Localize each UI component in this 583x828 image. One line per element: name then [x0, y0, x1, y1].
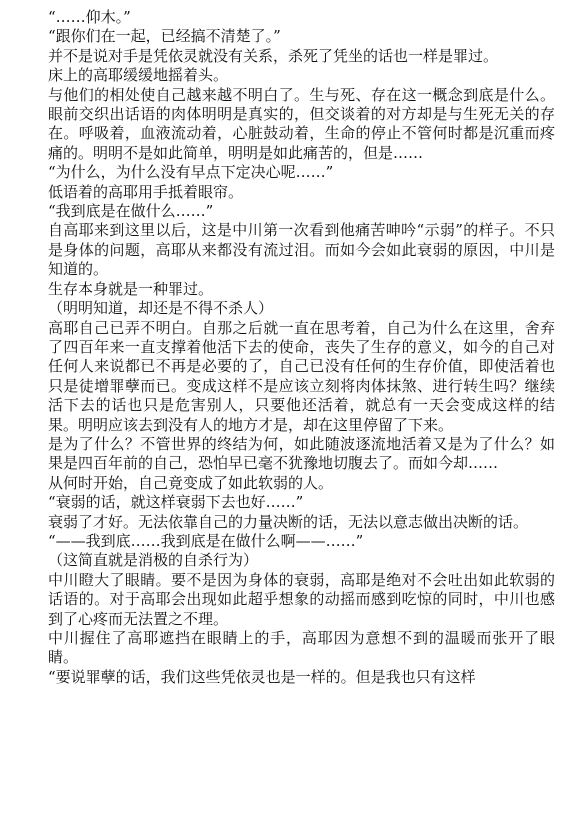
- paragraph: 高耶自己已弄不明白。自那之后就一直在思考着，自己为什么在这里，舍弃了四百年来一直支撑着他活下去的使命，丧失了生存的意义，如今的自己对任何人来说都已不再是必要的了，自己已没有任何的生存价值，即使活着也只是徒增罪孽而已。变成这样不是应该立刻将肉体抹煞、进行转生吗？继续活下去的话也只是危害别人，只要他还活着，就总有一天会变成这样的结果。明明应该去到没有人的地方才是，却在这里停留了下来。: [48, 318, 555, 434]
- paragraph: 中川瞪大了眼睛。要不是因为身体的衰弱，高耶是绝对不会吐出如此软弱的话语的。对于高耶会出现如此超乎想象的动摇而感到吃惊的同时，中川也感到了心疼而无法置之不理。: [48, 570, 555, 628]
- paragraph: 低语着的高耶用手抵着眼帘。: [48, 182, 244, 201]
- paragraph: 衰弱了才好。无法依靠自己的力量决断的话，无法以意志做出决断的话。: [48, 512, 529, 531]
- paragraph: “跟你们在一起，已经搞不清楚了。”: [48, 27, 281, 46]
- paragraph: 从何时开始，自己竟变成了如此软弱的人。: [48, 473, 334, 492]
- paragraph: （这简直就是消极的自杀行为）: [48, 551, 259, 570]
- paragraph: 中川握住了高耶遮挡在眼睛上的手，高耶因为意想不到的温暖而张开了眼睛。: [48, 629, 555, 667]
- paragraph: “……仰木。”: [48, 8, 131, 26]
- paragraph: “为什么，为什么没有早点下定决心呢……”: [48, 163, 334, 182]
- paragraph: “——我到底……我到底是在做什么啊——……”: [48, 531, 364, 550]
- paragraph: 是为了什么？不管世界的终结为何，如此随波逐流地活着又是为了什么？如果是四百年前的自己，恐怕早已毫不犹豫地切腹去了。而如今却……: [48, 434, 555, 473]
- paragraph: 并不是说对手是凭依灵就没有关系，杀死了凭坐的话也一样是罪过。: [48, 46, 499, 65]
- paragraph: 自高耶来到这里以后，这是中川第一次看到他痛苦呻吟“示弱”的样子。不只是身体的问题，高耶从来都没有流过泪。而如今会如此衰弱的原因，中川是知道的。: [48, 221, 555, 279]
- paragraph: 床上的高耶缓缓地摇着头。: [48, 66, 229, 85]
- paragraph: 生存本身就是一种罪过。: [48, 279, 214, 298]
- paragraph: 与他们的相处使自己越来越不明白了。生与死、存在这一概念到底是什么。眼前交织出话语的肉体明明是真实的，但交谈着的对方却是与生死无关的存在。呼吸着，血液流动着，心脏鼓动着，生命的停止不管何时都是沉重而疼痛的。明明不是如此简单，明明是如此痛苦的，但是……: [48, 85, 555, 162]
- paragraph: （明明知道，却还是不得不杀人）: [48, 299, 274, 318]
- paragraph: “要说罪孽的话，我们这些凭依灵也是一样的。但是我也只有这样: [48, 667, 476, 686]
- paragraph: “我到底是在做什么……”: [48, 202, 214, 221]
- paragraph: “衰弱的话，就这样衰弱下去也好……”: [48, 493, 304, 512]
